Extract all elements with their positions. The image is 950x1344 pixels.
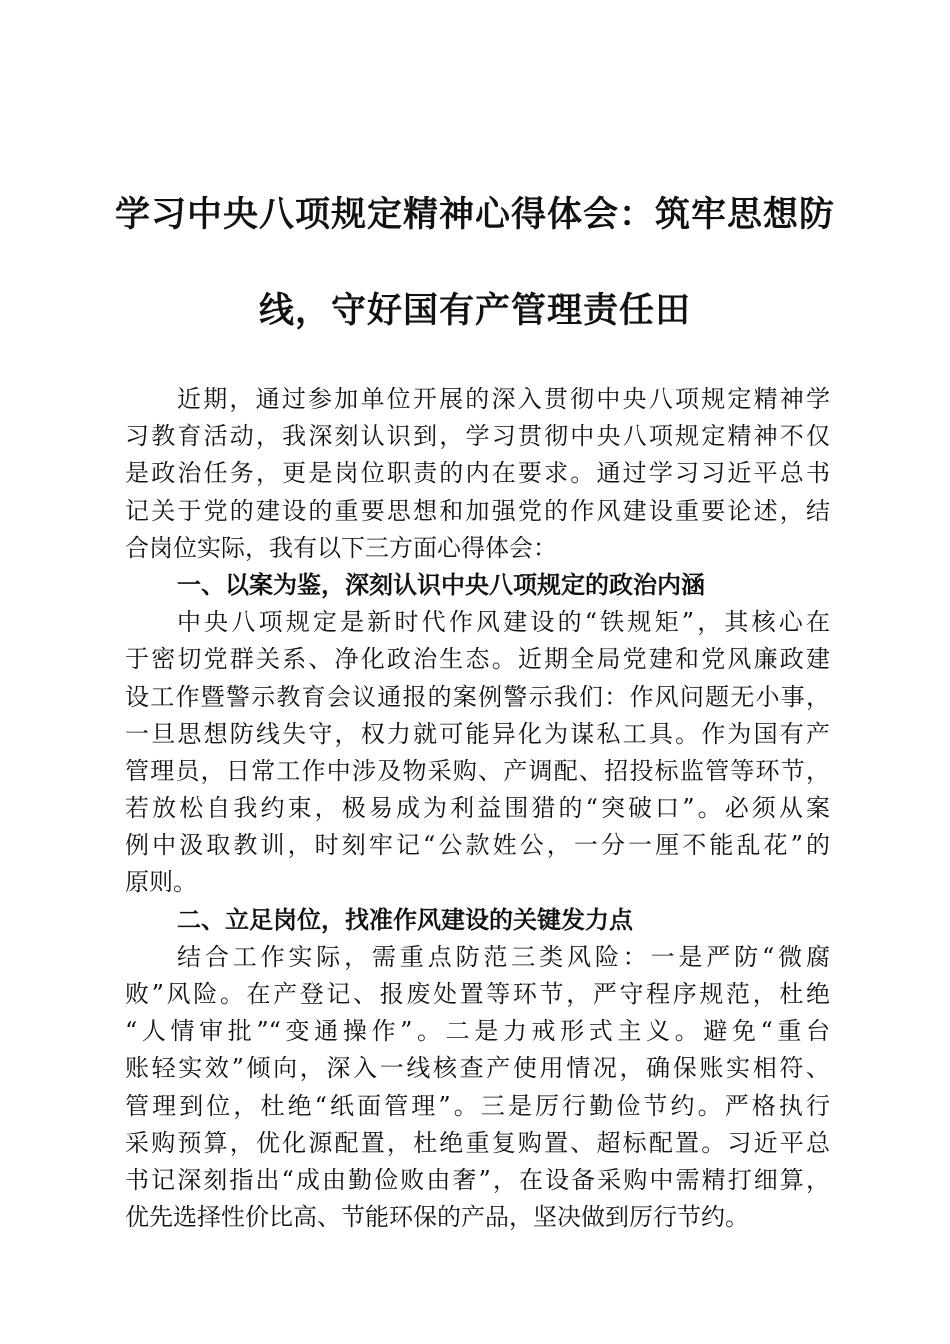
section-1-line: 于密切党群关系、净化政治生态。近期全局党建和党风廉政建 [125,645,830,674]
intro-line: 合岗位实际，我有以下三方面心得体会： [125,533,557,562]
section-1-line: 一旦思想防线失守，权力就可能异化为谋私工具。作为国有产 [125,719,830,748]
section-1-heading: 一、以案为鉴，深刻认识中央八项规定的政治内涵 [177,570,705,599]
section-2-line: 管理到位，杜绝“纸面管理”。三是厉行勤俭节约。严格执行 [125,1091,830,1120]
section-1-paragraph [125,604,830,902]
document-body [125,381,830,1236]
section-2-line: “人情审批”“变通操作”。二是力戒形式主义。避免“重台 [125,1017,830,1046]
intro-line: 是政治任务，更是岗位职责的内在要求。通过学习习近平总书 [125,459,830,488]
section-1-line: 原则。 [125,868,197,897]
section-2-heading: 二、立足岗位，找准作风建设的关键发力点 [177,905,633,934]
intro-paragraph [125,381,830,567]
intro-line: 近期，通过参加单位开展的深入贯彻中央八项规定精神学 [177,385,830,413]
section-2-line: 书记深刻指出“成由勤俭败由奢”，在设备采购中需精打细算， [125,1165,830,1194]
section-1-line: 管理员，日常工作中涉及物采购、产调配、招投标监管等环节， [125,756,830,785]
section-2-line: 结合工作实际，需重点防范三类风险：一是严防“微腐 [177,942,830,971]
section-2-line: 采购预算，优化源配置，杜绝重复购置、超标配置。习近平总 [125,1128,830,1157]
section-1-line: 若放松自我约束，极易成为利益围猎的“突破口”。必须从案 [125,794,830,823]
document-title-line-2: 线，守好国有产管理责任田 [258,290,691,331]
section-2-paragraph [125,939,830,1237]
section-2-line: 败”风险。在产登记、报废处置等环节，严守程序规范，杜绝 [125,980,830,1008]
intro-line: 习教育活动，我深刻认识到，学习贯彻中央八项规定精神不仅 [125,422,830,451]
section-1-line: 例中汲取教训，时刻牢记“公款姓公，一分一厘不能乱花”的 [125,831,830,860]
document-title-line-1: 学习中央八项规定精神心得体会：筑牢思想防 [114,194,835,235]
section-2-line: 账轻实效”倾向，深入一线核查产使用情况，确保账实相符、 [125,1054,830,1083]
section-2-line: 优先选择性价比高、节能环保的产品，坚决做到厉行节约。 [125,1203,749,1232]
section-1-line: 设工作暨警示教育会议通报的案例警示我们：作风问题无小事， [125,682,830,711]
section-1-line: 中央八项规定是新时代作风建设的“铁规矩”，其核心在 [177,608,830,637]
intro-line: 记关于党的建设的重要思想和加强党的作风建设重要论述，结 [125,496,830,525]
